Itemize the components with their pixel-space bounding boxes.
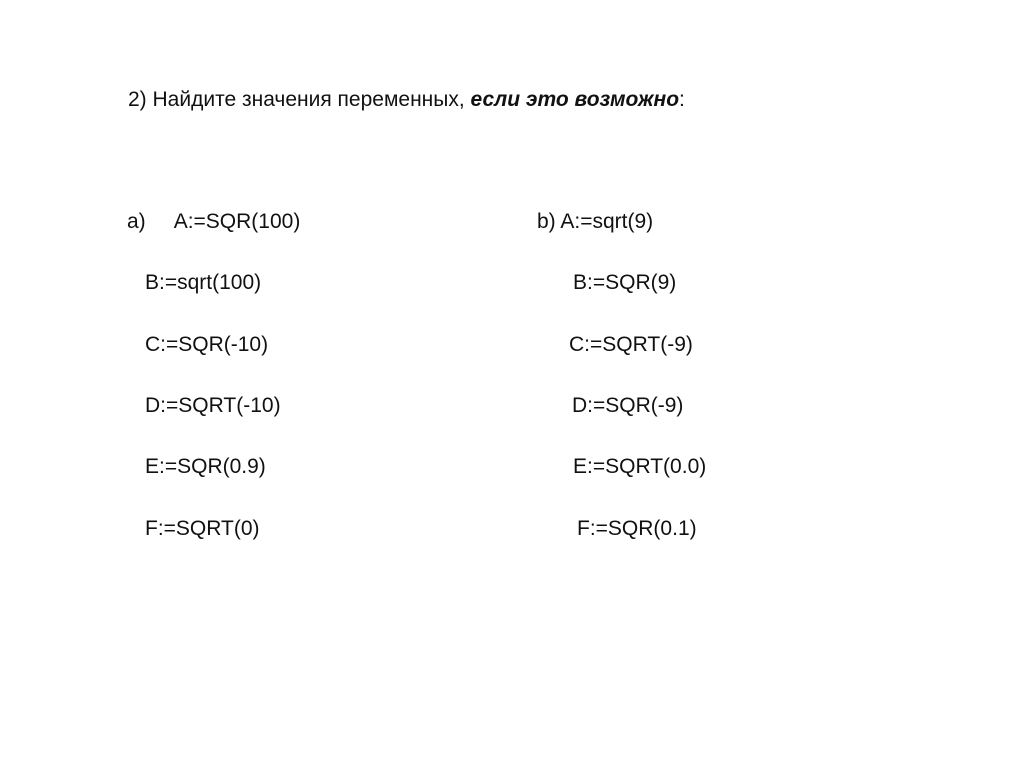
column-a-marker: a) [127,210,146,233]
column-a-line-6: F:=SQRT(0) [145,517,260,540]
column-b-line-5: E:=SQRT(0.0) [573,455,707,478]
heading-colon: : [679,88,685,111]
heading-text: 2) Найдите значения переменных, [128,88,471,111]
column-b-line-2: B:=SQR(9) [573,271,677,294]
column-b-line-3: C:=SQRT(-9) [569,333,693,356]
heading-emphasis: если это возможно [470,88,680,111]
column-b-line-1 [537,208,653,236]
column-a-line-4: D:=SQRT(-10) [145,394,281,417]
column-a-line-1 [127,208,300,236]
column-b-line-4: D:=SQR(-9) [572,394,684,417]
column-b-marker: b) [537,210,556,233]
column-a-line-5: E:=SQR(0.9) [145,455,266,478]
column-a-line-3: C:=SQR(-10) [145,333,269,356]
column-b-line-6: F:=SQR(0.1) [577,517,697,540]
column-b-expression: A:=sqrt(9) [560,210,654,233]
column-a-line-2: B:=sqrt(100) [145,271,262,294]
task-heading [128,86,685,114]
column-a-expression: A:=SQR(100) [173,210,301,233]
